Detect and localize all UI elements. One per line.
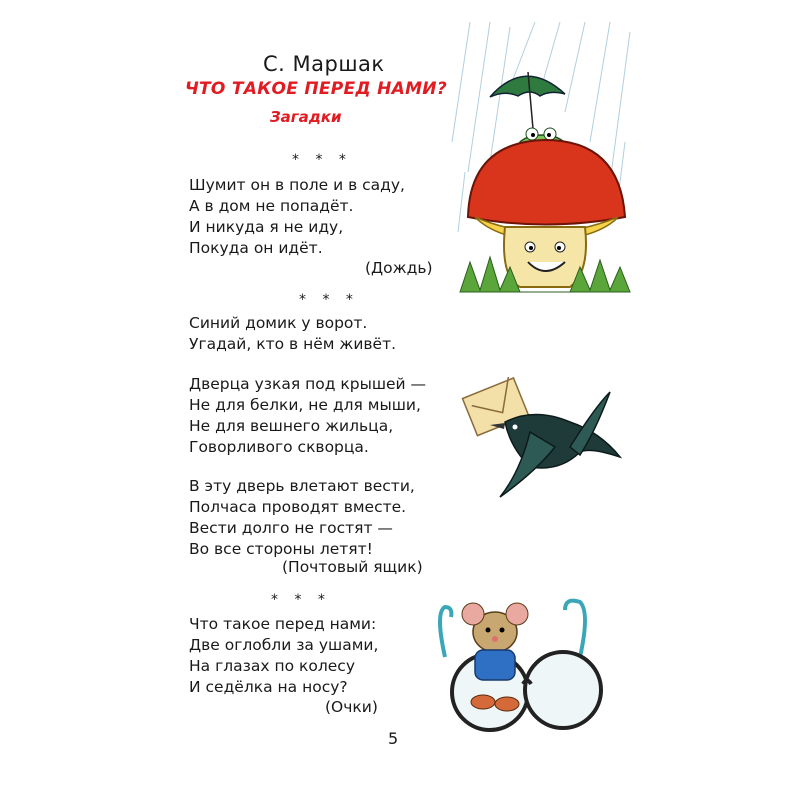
verse-line: Во все стороны летят! xyxy=(189,540,373,558)
riddle-2-stanza-3 xyxy=(189,476,415,560)
poem-subtitle: Загадки xyxy=(270,108,342,126)
verse-line: Полчаса проводят вместе. xyxy=(189,498,407,516)
book-page xyxy=(175,22,635,782)
riddle-2-stanza-2 xyxy=(189,374,426,458)
riddle-3-answer: (Очки) xyxy=(325,698,378,716)
verse-line: Шумит он в поле и в саду, xyxy=(189,176,405,194)
verse-line: И никуда я не иду, xyxy=(189,218,344,236)
section-stars: * * * xyxy=(271,592,331,608)
mushroom-frog-illustration xyxy=(450,22,635,297)
riddle-2-stanza-1 xyxy=(189,313,396,355)
verse-line: Синий домик у ворот. xyxy=(189,314,368,332)
verse-line: Не для вешнего жильца, xyxy=(189,417,394,435)
section-stars: * * * xyxy=(292,152,352,168)
verse-line: Дверца узкая под крышей — xyxy=(189,375,427,393)
section-stars: * * * xyxy=(299,292,359,308)
mouse-glasses-illustration xyxy=(415,592,620,742)
verse-line: Не для белки, не для мыши, xyxy=(189,396,421,414)
verse-line: Покуда он идёт. xyxy=(189,239,323,257)
verse-line: В эту дверь влетают вести, xyxy=(189,477,415,495)
riddle-3-verse xyxy=(189,614,378,698)
verse-line: Что такое перед нами: xyxy=(189,615,377,633)
verse-line: Говорливого скворца. xyxy=(189,438,369,456)
verse-line: А в дом не попадёт. xyxy=(189,197,354,215)
verse-line: Вести долго не гостят — xyxy=(189,519,393,537)
page-number: 5 xyxy=(388,729,399,748)
verse-line: Две оглобли за ушами, xyxy=(189,636,379,654)
riddle-1-verse xyxy=(189,175,405,259)
verse-line: И седёлка на носу? xyxy=(189,678,348,696)
verse-line: Угадай, кто в нём живёт. xyxy=(189,335,397,353)
riddle-1-answer: (Дождь) xyxy=(365,259,433,277)
riddle-2-answer: (Почтовый ящик) xyxy=(282,558,423,576)
verse-line: На глазах по колесу xyxy=(189,657,355,675)
starling-envelope-illustration xyxy=(460,377,630,517)
poem-title: ЧТО ТАКОЕ ПЕРЕД НАМИ? xyxy=(185,79,447,99)
author-name: С. Маршак xyxy=(263,52,385,76)
